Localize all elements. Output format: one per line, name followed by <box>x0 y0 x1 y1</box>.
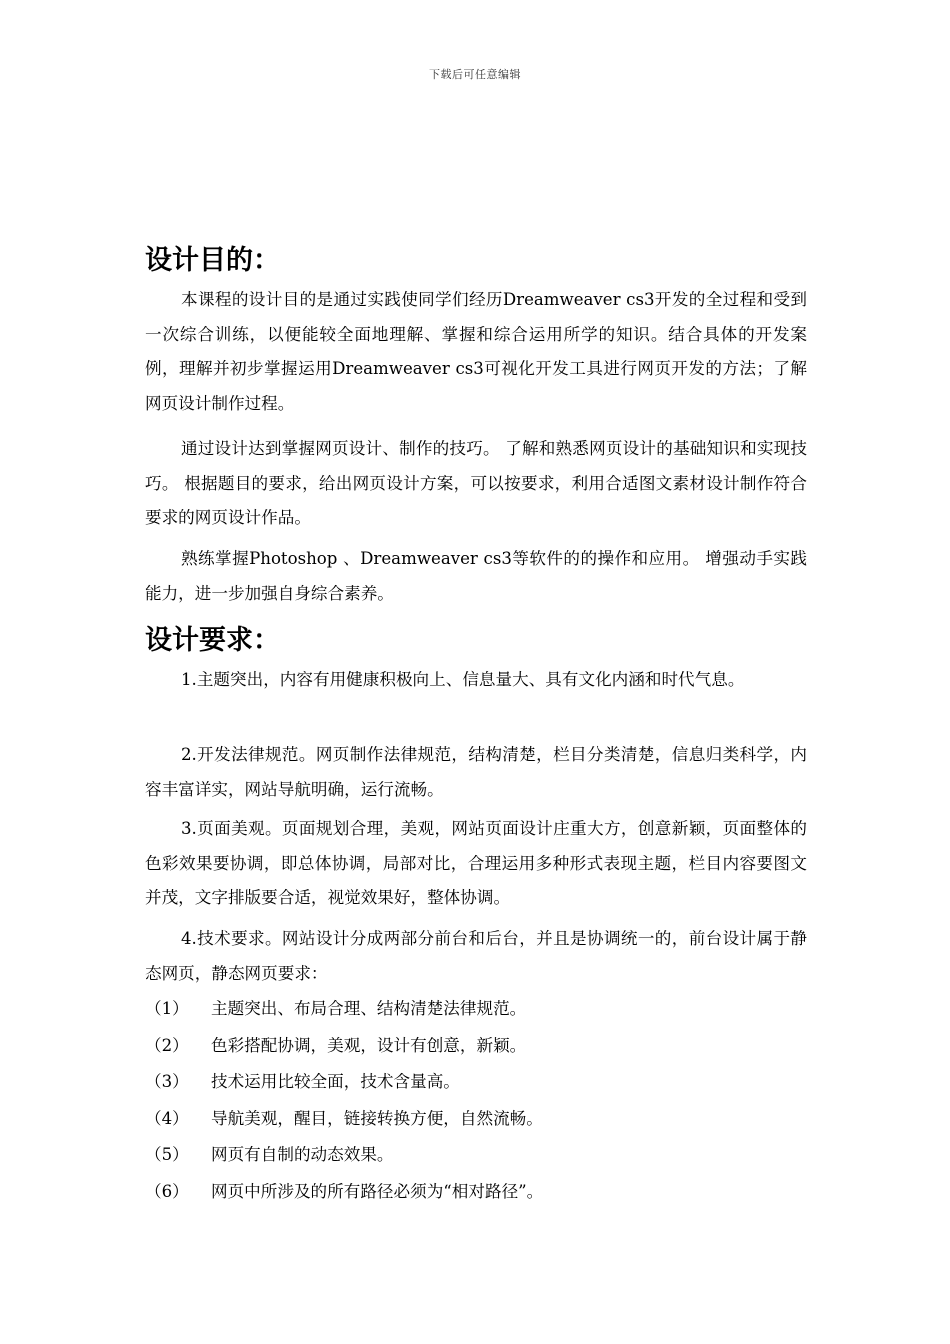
list-item-text: 主题突出、布局合理、结构清楚法律规范。 <box>211 999 527 1018</box>
header-note: 下载后可任意编辑 <box>429 68 521 81</box>
list-item-text: 色彩搭配协调，美观，设计有创意，新颖。 <box>211 1035 527 1055</box>
list-item <box>145 1137 807 1174</box>
list-item-number: （1） <box>145 999 189 1018</box>
requirement-paragraph: 4.技术要求。网站设计分成两部分前台和后台，并且是协调统一的，前台设计属于静态网页，静态网页要求： <box>145 929 807 983</box>
static-page-requirement-list <box>145 991 807 1211</box>
list-item-number: （5） <box>145 1145 189 1165</box>
purpose-paragraph: 熟练掌握Photoshop 、Dreamweaver cs3等软件的的操作和应用。 增强动手实践能力，进一步加强自身综合素养。 <box>145 549 807 603</box>
heading-design-requirements: 设计要求： <box>145 625 280 656</box>
purpose-paragraph: 本课程的设计目的是通过实践使同学们经历Dreamweaver cs3开发的全过程和受到一次综合训练，以便能较全面地理解、掌握和综合运用所学的知识。结合具体的开发案例，理解并初步掌握运用Dreamweaver cs3可视化开发工具进行网页开发的方法；了解网页设计制作过程。 <box>145 290 807 413</box>
list-item <box>145 1101 807 1138</box>
list-item-text: 技术运用比较全面，技术含量高。 <box>211 1072 460 1092</box>
list-item-number: （3） <box>145 1072 189 1092</box>
list-item <box>145 1028 807 1065</box>
requirement-paragraph: 2.开发法律规范。网页制作法律规范，结构清楚，栏目分类清楚，信息归类科学，内容丰富详实，网站导航明确，运行流畅。 <box>145 745 807 799</box>
list-item <box>145 1174 807 1211</box>
list-item-text: 网页中所涉及的所有路径必须为“相对路径”。 <box>211 1181 544 1201</box>
requirement-paragraph: 1.主题突出，内容有用健康积极向上、信息量大、具有文化内涵和时代气息。 <box>181 670 745 689</box>
list-item-number: （6） <box>145 1181 189 1201</box>
list-item-number: （2） <box>145 1035 189 1055</box>
list-item-text: 网页有自制的动态效果。 <box>211 1145 394 1165</box>
purpose-paragraph: 通过设计达到掌握网页设计、制作的技巧。 了解和熟悉网页设计的基础知识和实现技巧。 根据题目的要求，给出网页设计方案，可以按要求，利用合适图文素材设计制作符合要求的网页设计作品。 <box>145 439 807 528</box>
heading-design-purpose: 设计目的： <box>145 245 280 276</box>
list-item <box>145 991 807 1028</box>
list-item <box>145 1064 807 1101</box>
requirement-paragraph: 3.页面美观。页面规划合理，美观，网站页面设计庄重大方，创意新颖，页面整体的色彩效果要协调，即总体协调，局部对比，合理运用多种形式表现主题，栏目内容要图文并茂，文字排版要合适，视觉效果好，整体协调。 <box>145 819 807 908</box>
list-item-number: （4） <box>145 1108 189 1128</box>
list-item-text: 导航美观，醒目，链接转换方便，自然流畅。 <box>211 1108 543 1128</box>
